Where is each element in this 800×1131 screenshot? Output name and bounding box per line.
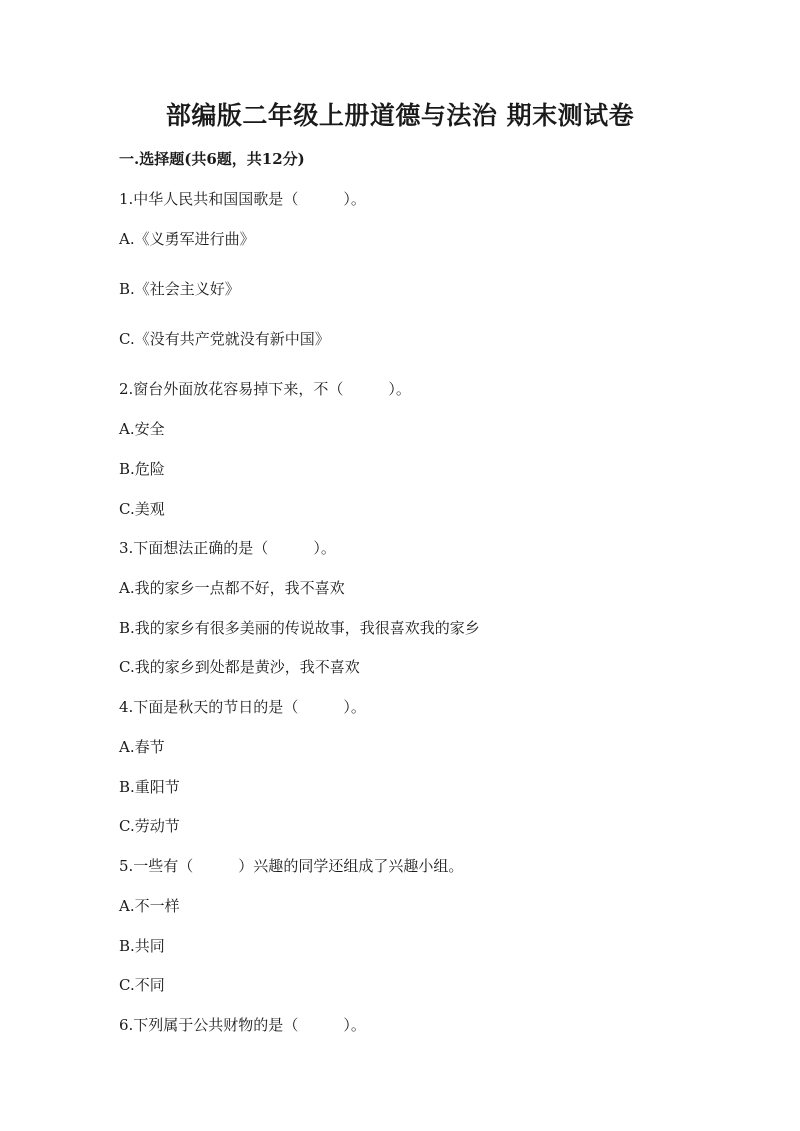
question-3-option-c: C.我的家乡到处都是黄沙，我不喜欢	[119, 658, 360, 676]
question-5-option-c: C.不同	[119, 976, 165, 994]
question-5-option-b: B.共同	[119, 937, 165, 955]
page-title: 部编版二年级上册道德与法治 期末测试卷	[165, 101, 635, 130]
question-5-option-a: A.不一样	[119, 897, 180, 915]
question-3-option-b: B.我的家乡有很多美丽的传说故事，我很喜欢我的家乡	[119, 619, 480, 637]
question-1-option-a: A.《义勇军进行曲》	[119, 230, 255, 248]
question-4-stem: 4.下面是秋天的节日的是（ ）。	[119, 698, 366, 716]
question-3-option-a: A.我的家乡一点都不好，我不喜欢	[119, 579, 345, 597]
question-2-option-a: A.安全	[119, 420, 165, 438]
question-5-stem: 5.一些有（ ）兴趣的同学还组成了兴趣小组。	[119, 857, 464, 875]
question-4-option-c: C.劳动节	[119, 817, 180, 835]
question-2-option-c: C.美观	[119, 500, 165, 518]
section-heading: 一.选择题(共6题，共12分)	[119, 150, 305, 168]
question-1-option-c: C.《没有共产党就没有新中国》	[119, 330, 330, 348]
question-2-stem: 2.窗台外面放花容易掉下来，不（ ）。	[119, 380, 411, 398]
question-1-option-b: B.《社会主义好》	[119, 280, 240, 298]
question-3-stem: 3.下面想法正确的是（ ）。	[119, 539, 336, 557]
question-4-option-a: A.春节	[119, 738, 165, 756]
question-4-option-b: B.重阳节	[119, 778, 180, 796]
question-1-stem: 1.中华人民共和国国歌是（ ）。	[119, 190, 366, 208]
question-6-stem: 6.下列属于公共财物的是（ ）。	[119, 1016, 366, 1034]
question-2-option-b: B.危险	[119, 460, 165, 478]
